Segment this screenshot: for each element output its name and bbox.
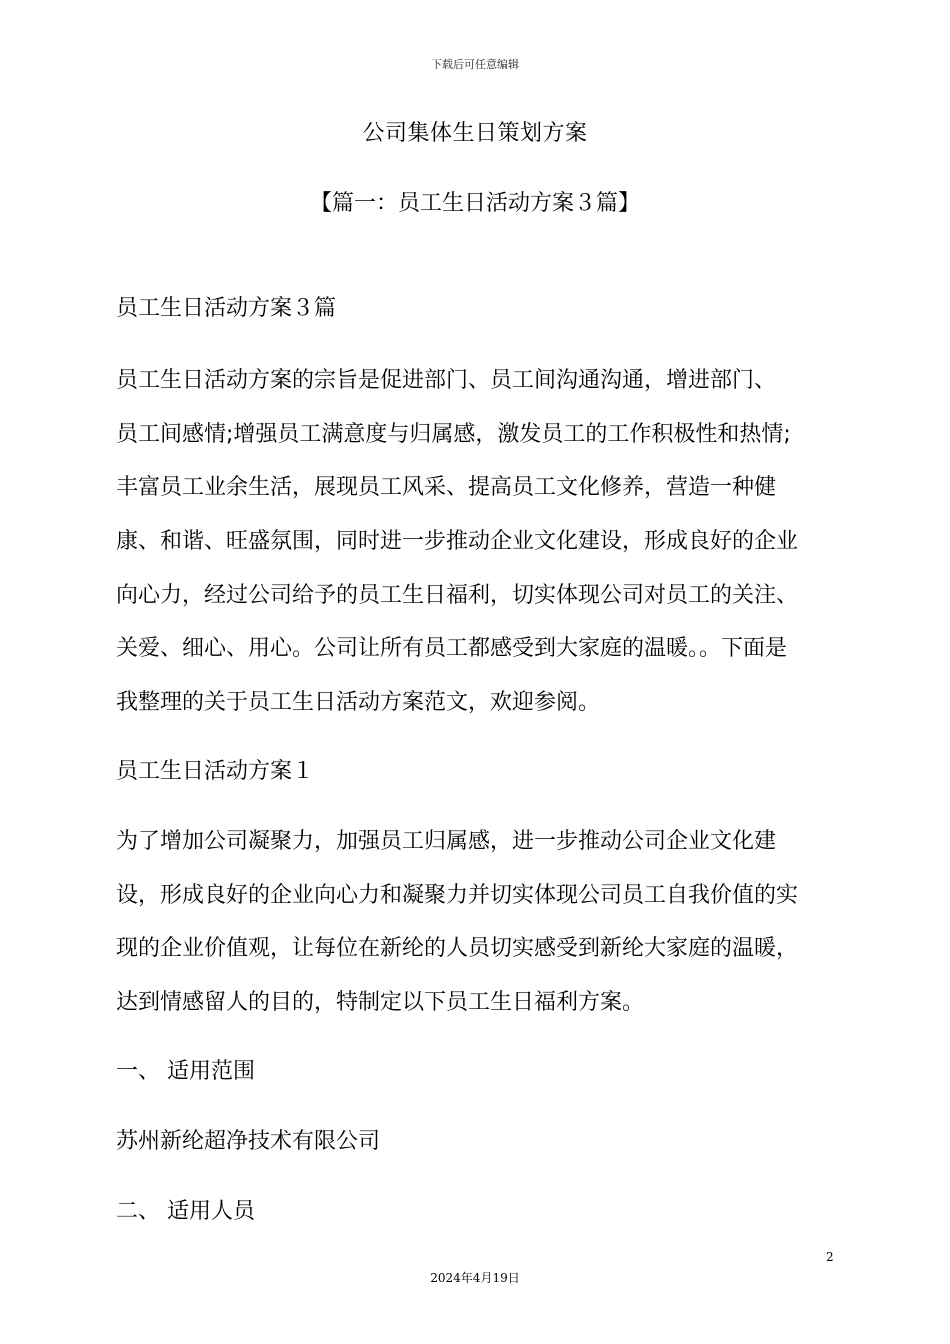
body-line: 员工间感情;增强员工满意度与归属感，激发员工的工作积极性和热情; (116, 422, 791, 447)
section-heading: 员工生日活动方案３篇 (116, 296, 337, 321)
body-line: 苏州新纶超净技术有限公司 (116, 1129, 381, 1154)
body-line: 达到情感留人的目的，特制定以下员工生日福利方案。 (116, 990, 645, 1015)
body-line: 康、和谐、旺盛氛围，同时进一步推动企业文化建设，形成良好的企业 (116, 529, 799, 554)
body-line: 员工生日活动方案的宗旨是促进部门、员工间沟通沟通，增进部门、 (116, 368, 777, 393)
body-line: 设，形成良好的企业向心力和凝聚力并切实体现公司员工自我价值的实 (116, 883, 799, 908)
header-note: 下载后可任意编辑 (431, 58, 519, 71)
body-line: 为了增加公司凝聚力，加强员工归属感，进一步推动公司企业文化建 (116, 829, 777, 854)
section-heading: 员工生日活动方案１ (116, 759, 315, 784)
body-line: 向心力，经过公司给予的员工生日福利，切实体现公司对员工的关注、 (116, 583, 799, 608)
body-line: 关爱、细心、用心。公司让所有员工都感受到大家庭的温暖。。下面是 (116, 636, 788, 661)
body-line: 现的企业价值观，让每位在新纶的人员切实感受到新纶大家庭的温暖， (116, 936, 799, 961)
footer-date: 2024年4月19日 (430, 1271, 520, 1285)
document-subtitle: 【篇一：员工生日活动方案３篇】 (309, 191, 640, 216)
body-line: 我整理的关于员工生日活动方案范文，欢迎参阅。 (116, 690, 601, 715)
list-heading: 一、 适用范围 (116, 1059, 255, 1084)
list-heading: 二、 适用人员 (116, 1199, 255, 1224)
page-number: 2 (826, 1250, 834, 1264)
document-title: 公司集体生日策划方案 (362, 121, 588, 146)
body-line: 丰富员工业余生活，展现员工风采、提高员工文化修养，营造一种健 (116, 475, 777, 500)
